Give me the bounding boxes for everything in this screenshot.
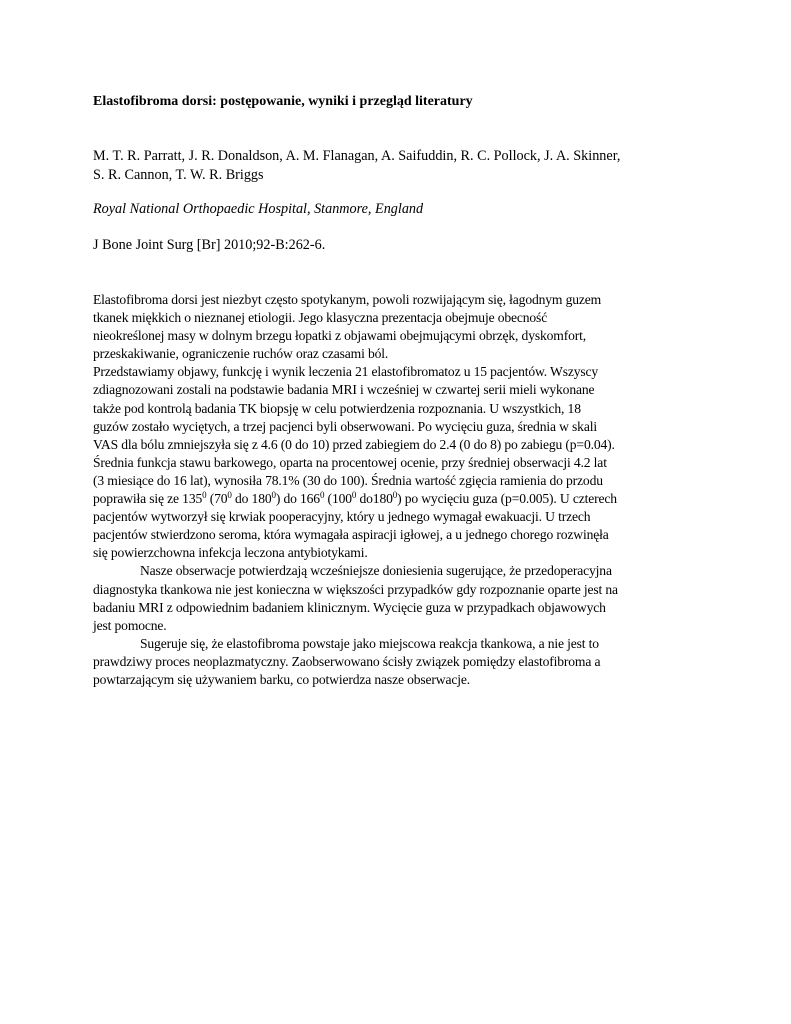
abstract-line: Elastofibroma dorsi jest niezbyt często spotykanym, powoli rozwijającym się, łagodnym guzem	[93, 292, 602, 307]
text-run: (100	[324, 491, 352, 507]
abstract-line: przeskakiwanie, ograniczenie ruchów oraz czasami ból.	[93, 346, 389, 362]
abstract-line-flexion	[93, 490, 618, 508]
degree-superscript: 0	[271, 490, 276, 501]
abstract-line: prawdziwy proces neoplazmatyczny. Zaobserwowano ścisły związek pomiędzy elastofibroma a	[93, 653, 601, 669]
text-run: ) po wycięciu guza (p=0.005). U czterech	[397, 491, 617, 507]
abstract-line: pacjentów stwierdzono seroma, która wymagała aspiracji igłowej, a u jednego chorego rozwinęła	[93, 527, 609, 543]
author-line: S. R. Cannon, T. W. R. Briggs	[93, 167, 264, 183]
author-line: M. T. R. Parratt, J. R. Donaldson, A. M. Flanagan, A. Saifuddin, R. C. Pollock, J. A. Skinner,	[93, 148, 621, 164]
text-run: (70	[206, 491, 228, 507]
text-run: do 180	[231, 491, 272, 507]
abstract-line: zdiagnozowani zostali na podstawie badania MRI i wcześniej w czwartej serii mieli wykonane	[93, 382, 595, 398]
degree-superscript: 0	[392, 490, 398, 501]
abstract-line: pacjentów wytworzył się krwiak pooperacyjny, który u jednego wymagał ewakuacji. U trzech	[93, 509, 591, 525]
text-run: ) do 166	[275, 491, 320, 507]
journal-citation: J Bone Joint Surg [Br] 2010;92-B:262-6.	[93, 237, 326, 253]
author-list	[93, 147, 620, 185]
abstract-line: nieokreślonej masy w dolnym brzegu łopatki z objawami obejmującymi obrzęk, dyskomfort,	[93, 328, 586, 344]
affiliation: Royal National Orthopaedic Hospital, Stanmore, England	[93, 201, 424, 217]
abstract-line: Nasze obserwacje potwierdzają wcześniejsze doniesienia sugerujące, że przedoperacyjna	[140, 563, 612, 579]
abstract-line: VAS dla bólu zmniejszyła się z 4.6 (0 do 10) przed zabiegiem do 2.4 (0 do 8) po zabiegu (p=0.04).	[93, 436, 615, 452]
abstract-line: Sugeruje się, że elastofibroma powstaje jako miejscowa reakcja tkankowa, a nie jest to	[140, 635, 599, 651]
abstract-line: się powierzchowna infekcja leczona antybiotykami.	[93, 545, 368, 561]
degree-superscript: 0	[351, 490, 357, 501]
abstract-line: powtarzającym się używaniem barku, co potwierdza nasze obserwacje.	[93, 671, 470, 687]
abstract-body	[93, 291, 618, 689]
document-title: Elastofibroma dorsi: postępowanie, wyniki i przegląd literatury	[93, 94, 473, 109]
abstract-line: diagnostyka tkankowa nie jest konieczna w większości przypadków gdy rozpoznanie oparte jest na	[93, 581, 618, 597]
abstract-line: Średnia funkcja stawu barkowego, oparta na procentowej ocenie, przy średniej obserwacji 4.2 lat	[93, 454, 607, 470]
text-run: poprawiła się ze 135	[93, 491, 203, 507]
abstract-line: tkanek miękkich o nieznanej etiologii. Jego klasyczna prezentacja obejmuje obecność	[93, 310, 548, 326]
abstract-line: jest pomocne.	[93, 617, 167, 633]
abstract-line: Przedstawiamy objawy, funkcję i wynik leczenia 21 elastofibromatoz u 15 pacjentów. Wszyscy	[93, 364, 599, 380]
abstract-line: (3 miesiące do 16 lat), wynosiła 78.1% (30 do 100). Średnia wartość zgięcia ramienia do przodu	[93, 472, 603, 488]
abstract-line: guzów zostało wyciętych, a trzej pacjenci byli obserwowani. Po wycięciu guza, średnia w skali	[93, 418, 597, 434]
abstract-line: badaniu MRI z odpowiednim badaniem klinicznym. Wycięcie guza w przypadkach objawowych	[93, 599, 606, 615]
degree-superscript: 0	[319, 490, 325, 501]
degree-superscript: 0	[227, 490, 232, 501]
text-run: do180	[356, 491, 393, 507]
degree-superscript: 0	[202, 490, 207, 501]
abstract-line: także pod kontrolą badania TK biopsję w celu potwierdzenia rozpoznania. U wszystkich, 18	[93, 400, 581, 416]
